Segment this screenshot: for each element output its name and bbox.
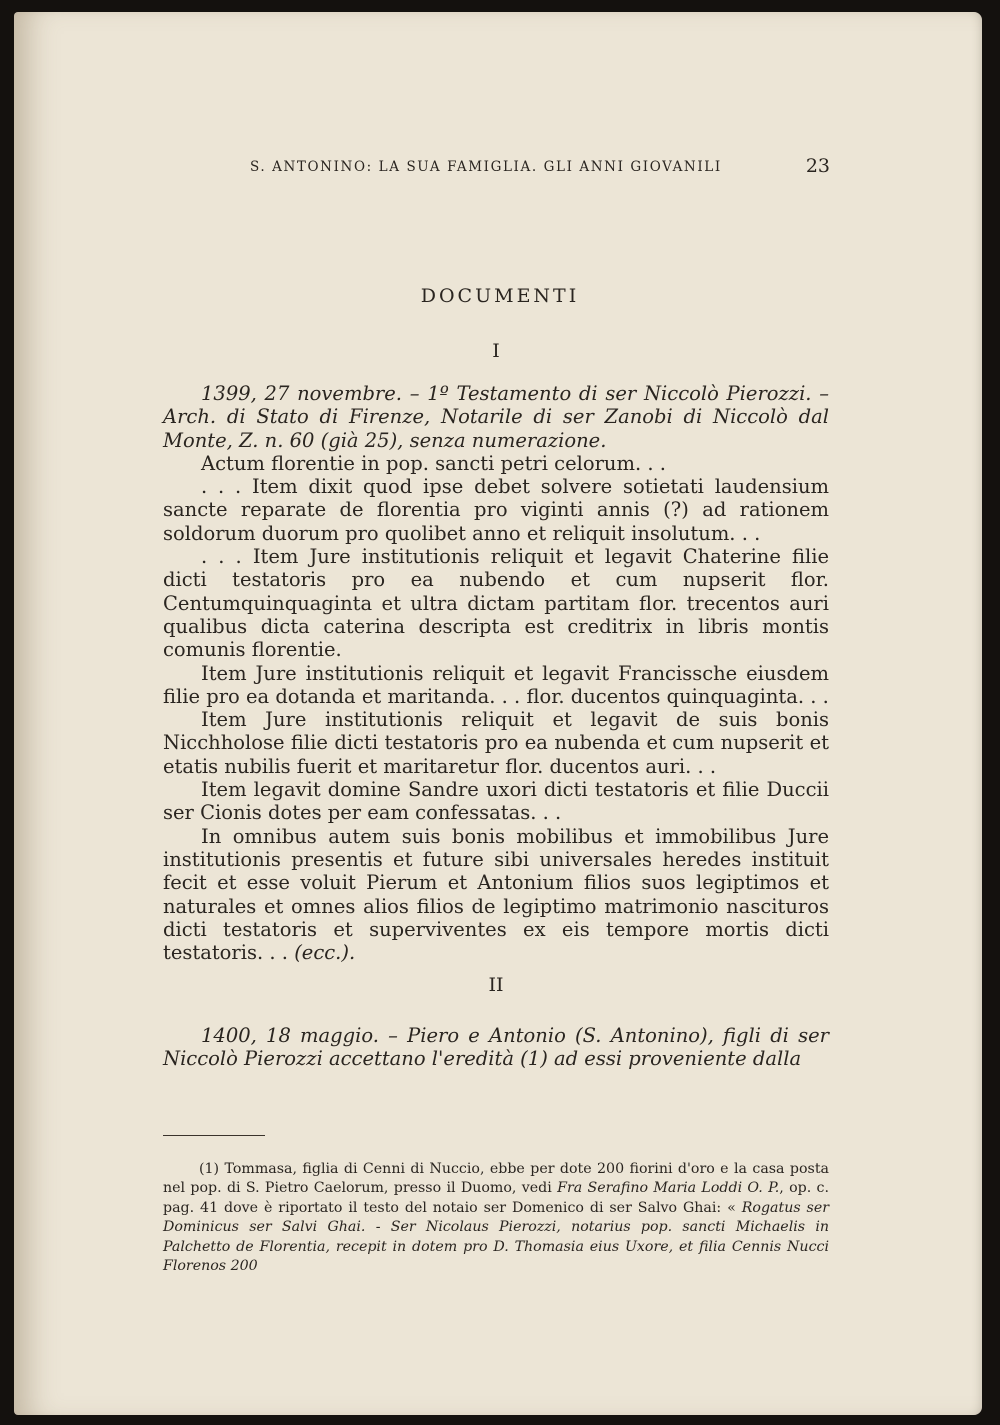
running-title: S. ANTONINO: LA SUA FAMIGLIA. GLI ANNI GIOVANILI [250,159,722,175]
page-header [250,155,830,179]
paragraph: . . . Item Jure institutionis reliquit et legavit Chaterine filie dicti testatoris pro ea nubendo et cum nupserit flor. Centumquinquaginta et ultra dictam partitam flor. trecentos auri qualibus dicta caterina descripta est creditrix in libris montis comunis florentie. [163,545,829,662]
footnote-rule [163,1135,265,1136]
paragraph: Item legavit domine Sandre uxori dicti testatoris et filie Duccii ser Cionis dotes per eam confessatas. . . [163,778,829,825]
paragraph: . . . Item dixit quod ipse debet solvere sotietati laudensium sancte reparate de florentia pro viginti annis (?) ad rationem soldorum duorum pro quolibet anno et reliquit insolutum. . . [163,475,829,545]
document-1-heading: 1399, 27 novembre. – 1º Testamento di ser Niccolò Pierozzi. – Arch. di Stato di Firenze, Notarile di ser Zanobi di Niccolò dal Monte, Z. n. 60 (già 25), senza numerazione. [163,382,829,452]
document-2-text [163,1024,829,1071]
paragraph: Item Jure institutionis reliquit et legavit Francissche eiusdem filie pro ea dotanda et maritanda. . . flor. ducentos quinquaginta. . . [163,661,829,708]
document-numeral-2: II [488,974,504,996]
paragraph: In omnibus autem suis bonis mobilibus et immobilibus Jure institutionis presentis et future sibi universales heredes instituit fecit et esse voluit Pierum et Antonium filios suos legiptimos et naturales et omnes alios filios de legiptimo matrimonio nascituros dicti testatoris et superviventes ex eis tempore mortis dicti testatoris. . . (ecc.). [163,824,829,965]
document-1-text [163,382,829,964]
document-numeral-1: I [492,340,500,362]
footnote: (1) Tommasa, figlia di Cenni di Nuccio, ebbe per dote 200 fiorini d'oro e la casa posta nel pop. di S. Pietro Caelorum, presso il Duomo, vedi Fra Serafino Maria Loddi O. P., op. c. pag. 41 dove è riportato il testo del notaio ser Domenico di ser Salvo Ghai: « Rogatus ser Dominicus ser Salvi Ghai. - Ser Nicolaus Pierozzi, notarius pop. sancti Michaelis in Palchetto de Florentia, recepit in dotem pro D. Thomasia eius Uxore, et filia Cennis Nucci Florenos 200 [163,1161,830,1275]
paragraph: Actum florentie in pop. sancti petri celorum. . . [201,451,666,475]
page-number: 23 [805,155,830,177]
ecc-note: (ecc.). [294,941,356,965]
paragraph: Item Jure institutionis reliquit et legavit de suis bonis Nicchholose filie dicti testatoris pro ea nubenda et cum nupserit et etatis nubilis fuerit et maritaretur flor. ducentos auri. . . [163,708,829,778]
section-title: DOCUMENTI [420,285,580,307]
document-2-heading: 1400, 18 maggio. – Piero e Antonio (S. Antonino), figli di ser Niccolò Pierozzi accettano l'eredità (1) ad essi proveniente dalla [163,1024,829,1071]
